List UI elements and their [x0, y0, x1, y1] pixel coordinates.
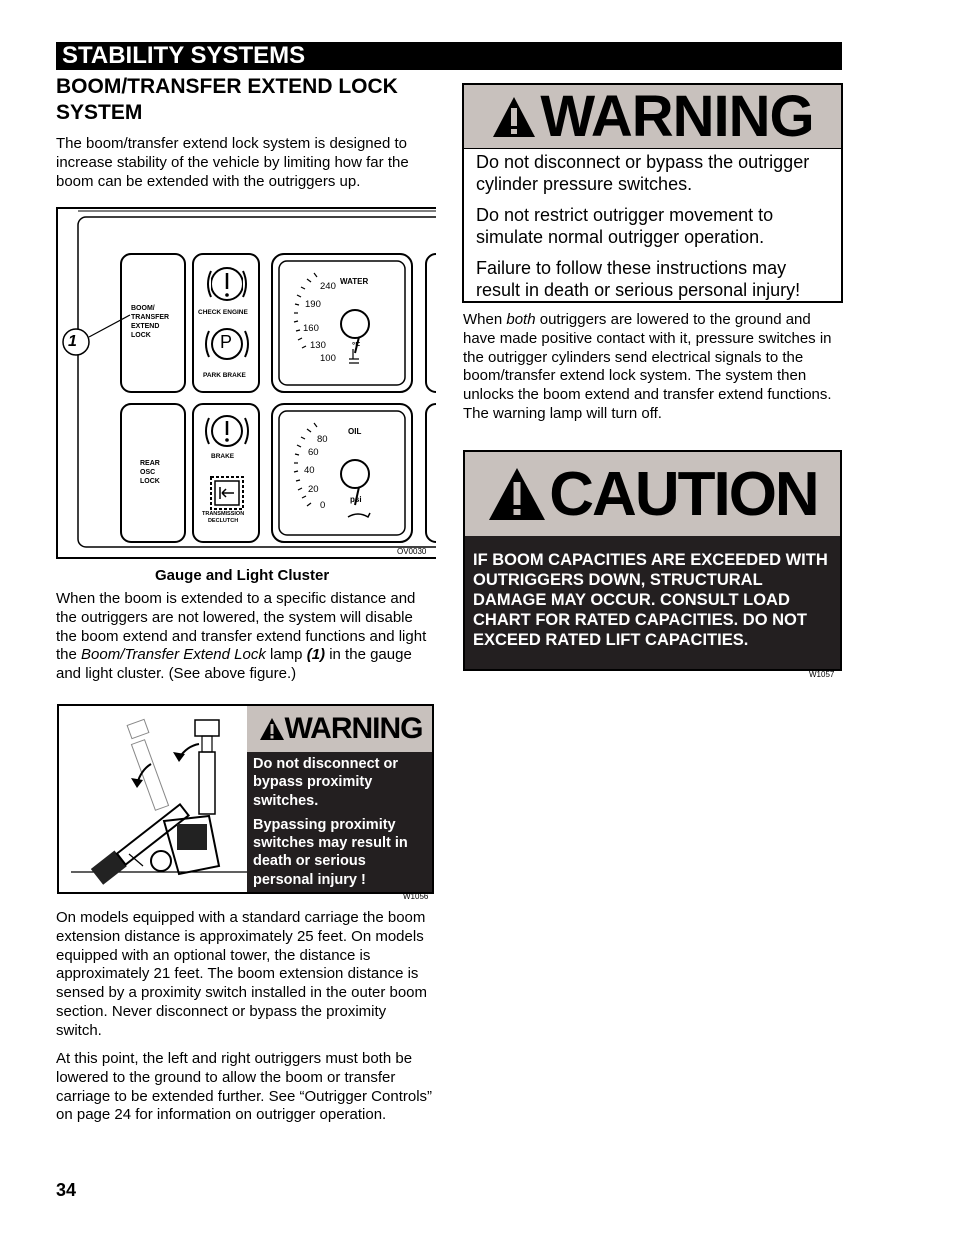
water-tick: 190 — [305, 299, 321, 310]
page-heading: BOOM/TRANSFER EXTEND LOCK SYSTEM — [56, 75, 398, 124]
warning-triangle-icon — [491, 95, 537, 139]
intro-paragraph: The boom/transfer extend lock system is designed to increase stability of the vehicle by limiting how far the boom can be extended with the outriggers up. — [56, 135, 409, 190]
warning-line: Do not restrict outrigger movement to simulate normal outrigger operation. — [476, 205, 774, 247]
oil-tick: 20 — [308, 484, 319, 495]
warning-body — [464, 149, 841, 303]
figure-id: W1057 — [809, 670, 835, 679]
transmission-label: TRANSMISSION DECLUTCH — [202, 511, 245, 524]
water-tick: 100 — [320, 353, 336, 364]
water-tick: 130 — [310, 340, 326, 351]
figure-id: W1056 — [403, 892, 429, 901]
figure-id: OV0030 — [397, 547, 427, 556]
caution-header: CAUTION — [465, 452, 840, 536]
warning-line: Do not disconnect or bypass the outrigger cylinder pressure switches. — [476, 152, 810, 194]
oil-tick: 40 — [304, 465, 315, 476]
oil-gauge-unit: psi — [350, 495, 362, 504]
oil-tick: 80 — [317, 434, 328, 445]
check-engine-label: CHECK ENGINE — [198, 309, 248, 316]
water-tick: 240 — [320, 281, 336, 292]
gauge-cluster-illustration — [58, 209, 436, 557]
extension-distance-paragraph: On models equipped with a standard carriage the boom extension distance is approximately 25 feet. On models equipped with an optional tower, the distance is approximately 21 feet. The boom extension distance is sensed by a proximity switch installed in the outer boom section. Never disconnect or bypass the proximity switch. — [56, 909, 428, 1039]
warning-body — [247, 752, 434, 892]
warning-line: Failure to follow these instructions may result in death or serious personal injury! — [476, 258, 801, 300]
pressure-switch-warning-box — [462, 83, 843, 303]
park-brake-label: PARK BRAKE — [203, 372, 246, 379]
warning-triangle-icon — [259, 717, 285, 741]
boom-illustration — [59, 706, 247, 892]
oil-tick: 0 — [320, 500, 326, 511]
rear-osc-lamp-label: REAR OSC LOCK — [140, 460, 160, 485]
warning-header: WARNING — [247, 706, 434, 752]
water-gauge-title: WATER — [340, 277, 369, 286]
figure-caption: Gauge and Light Cluster — [155, 567, 330, 584]
caution-box — [463, 450, 842, 671]
oil-tick: 60 — [308, 447, 319, 458]
caution-triangle-icon — [487, 466, 547, 522]
park-brake-symbol: P — [220, 332, 233, 352]
brake-label: BRAKE — [211, 453, 235, 460]
callout-number: 1 — [68, 333, 77, 350]
oil-gauge-title: OIL — [348, 427, 362, 436]
page-number: 34 — [56, 1180, 77, 1200]
gauge-cluster-figure — [56, 207, 436, 559]
boom-lock-lamp-label: BOOM/ TRANSFER EXTEND LOCK — [131, 305, 170, 339]
proximity-warning-box — [57, 704, 434, 894]
water-gauge-unit: °F — [352, 341, 361, 350]
warning-line: Do not disconnect or bypass proximity switches. — [253, 756, 398, 809]
water-tick: 160 — [303, 323, 319, 334]
lock-description-paragraph: When the boom is extended to a specific distance and the outriggers are not lowered, the system will disable the boom extend and transfer extend functions and light the Boom/Transfer Extend Lock lamp (1) in the gauge and light cluster. (See above figure.) — [56, 590, 427, 683]
section-title: STABILITY SYSTEMS — [56, 42, 842, 70]
both-outriggers-paragraph: When both outriggers are lowered to the ground and have made positive contact with it, pressure switches in the outrigger cylinders send electrical signals to the boom/transfer extend lock system. The system then unlocks the boom extend and transfer extend functions. The warning lamp will turn off. — [463, 311, 832, 422]
caution-body: IF BOOM CAPACITIES ARE EXCEEDED WITH OUTRIGGERS DOWN, STRUCTURAL DAMAGE MAY OCCUR. CONSULT LOAD CHART FOR RATED CAPACITIES. DO NOT EXCEED RATED LIFT CAPACITIES. — [465, 536, 840, 669]
warning-header: WARNING — [464, 85, 841, 149]
outrigger-paragraph: At this point, the left and right outriggers must both be lowered to the ground to allow the boom or transfer carriage to be extended further. See “Outrigger Controls” on page 24 for information on outrigger operation. — [56, 1050, 433, 1124]
warning-line: Bypassing proximity switches may result in death or serious personal injury ! — [253, 816, 408, 888]
